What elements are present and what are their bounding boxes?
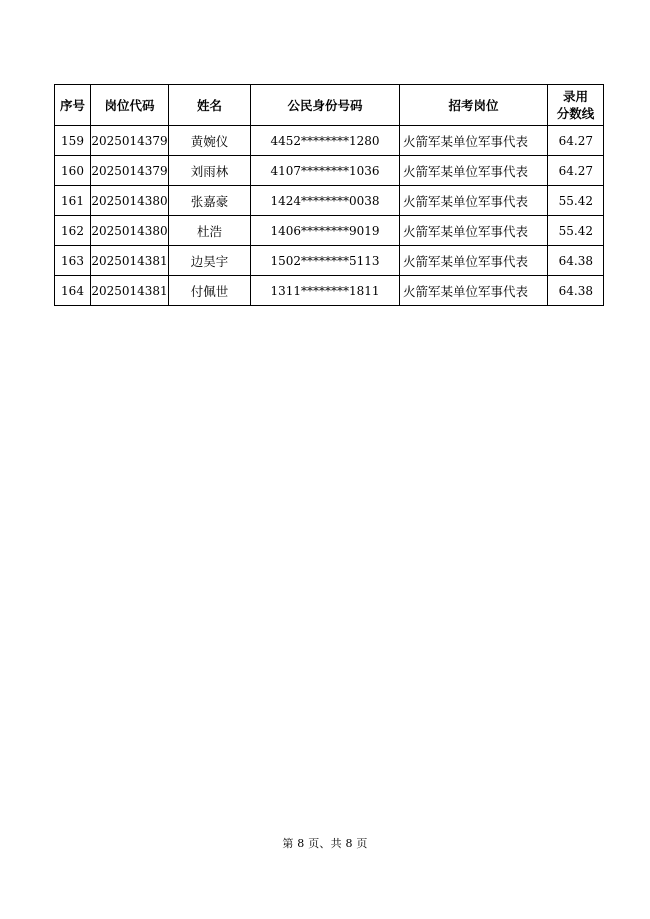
cell-id-number: 4107********1036 — [251, 156, 400, 186]
cell-seq: 159 — [55, 126, 91, 156]
cell-id-number: 1424********0038 — [251, 186, 400, 216]
cell-position: 火箭军某单位军事代表 — [400, 246, 548, 276]
header-post-code: 岗位代码 — [91, 85, 169, 126]
cell-score: 55.42 — [548, 186, 604, 216]
cell-name: 黄婉仪 — [169, 126, 251, 156]
cell-name: 刘雨林 — [169, 156, 251, 186]
header-score — [548, 85, 604, 126]
table-row — [55, 186, 604, 216]
cell-seq: 161 — [55, 186, 91, 216]
header-seq: 序号 — [55, 85, 91, 126]
cell-position: 火箭军某单位军事代表 — [400, 276, 548, 306]
table-row — [55, 156, 604, 186]
cell-seq: 164 — [55, 276, 91, 306]
admission-table — [54, 84, 604, 306]
cell-id-number: 1406********9019 — [251, 216, 400, 246]
cell-seq: 160 — [55, 156, 91, 186]
table-row — [55, 246, 604, 276]
cell-post-code: 2025014379 — [91, 126, 169, 156]
cell-name: 张嘉豪 — [169, 186, 251, 216]
page-number-footer: 第 8 页、共 8 页 — [282, 837, 368, 850]
cell-id-number: 4452********1280 — [251, 126, 400, 156]
cell-position: 火箭军某单位军事代表 — [400, 156, 548, 186]
cell-score: 64.27 — [548, 126, 604, 156]
cell-position: 火箭军某单位军事代表 — [400, 126, 548, 156]
cell-seq: 162 — [55, 216, 91, 246]
table-row — [55, 276, 604, 306]
header-name: 姓名 — [169, 85, 251, 126]
table-header-row — [55, 85, 604, 126]
cell-score: 55.42 — [548, 216, 604, 246]
cell-name: 边昊宇 — [169, 246, 251, 276]
cell-position: 火箭军某单位军事代表 — [400, 216, 548, 246]
cell-score: 64.27 — [548, 156, 604, 186]
table-body — [55, 126, 604, 306]
cell-post-code: 2025014380 — [91, 216, 169, 246]
cell-position: 火箭军某单位军事代表 — [400, 186, 548, 216]
cell-post-code: 2025014381 — [91, 246, 169, 276]
cell-score: 64.38 — [548, 246, 604, 276]
cell-id-number: 1502********5113 — [251, 246, 400, 276]
cell-id-number: 1311********1811 — [251, 276, 400, 306]
cell-post-code: 2025014380 — [91, 186, 169, 216]
table-row — [55, 216, 604, 246]
cell-name: 杜浩 — [169, 216, 251, 246]
header-score-line1: 录用 — [562, 89, 588, 104]
cell-post-code: 2025014381 — [91, 276, 169, 306]
header-score-line2: 分数线 — [556, 106, 595, 121]
cell-post-code: 2025014379 — [91, 156, 169, 186]
table-row — [55, 126, 604, 156]
cell-score: 64.38 — [548, 276, 604, 306]
header-position: 招考岗位 — [400, 85, 548, 126]
cell-name: 付佩世 — [169, 276, 251, 306]
header-id-number: 公民身份号码 — [251, 85, 400, 126]
cell-seq: 163 — [55, 246, 91, 276]
